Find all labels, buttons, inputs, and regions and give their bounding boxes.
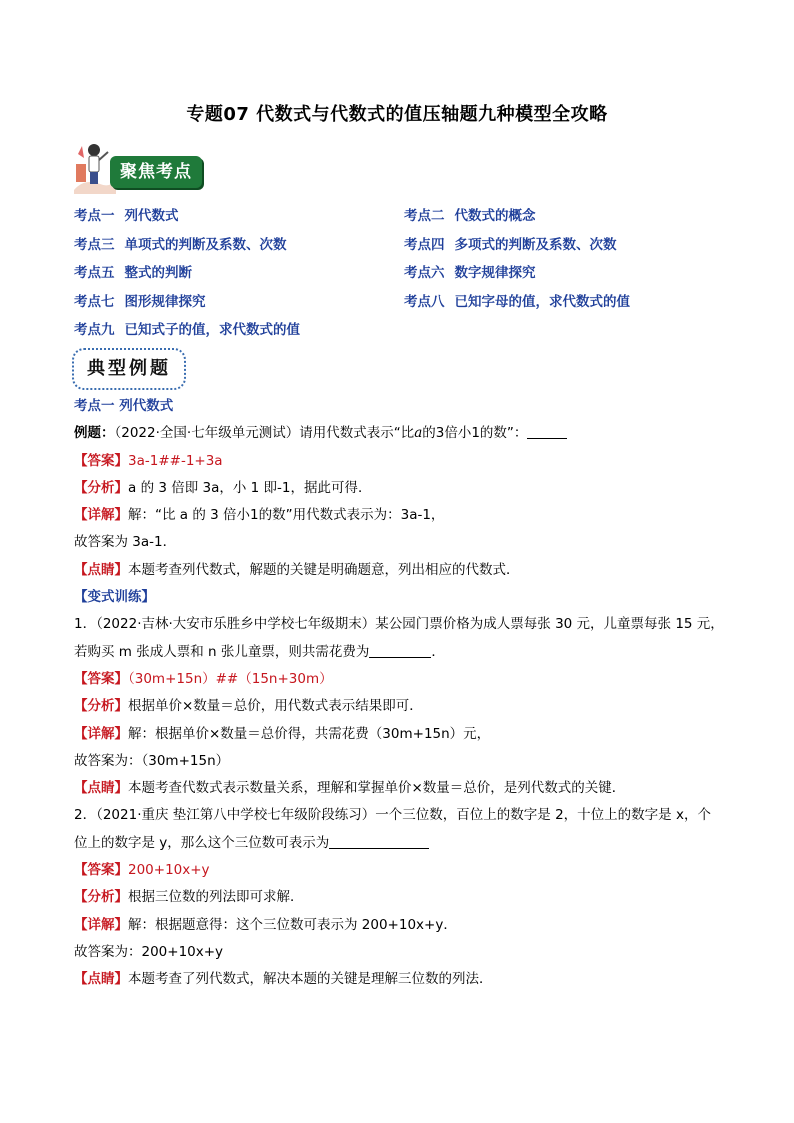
kp-item-8: 考点八 已知字母的值，求代数式的值 bbox=[404, 293, 630, 310]
q2-conclusion: 故答案为：200+10x+y bbox=[74, 943, 224, 960]
q2-comment: 【点睛】本题考查了列代数式，解决本题的关键是理解三位数的列法． bbox=[74, 971, 493, 988]
knowledge-point-list bbox=[74, 204, 714, 347]
q1-comment: 【点睛】本题考查代数式表示数量关系，理解和掌握单价×数量＝总价，是列代数式的关键． bbox=[74, 780, 626, 797]
kp-item-2: 考点二 代数式的概念 bbox=[404, 208, 536, 224]
answer-blank bbox=[527, 424, 567, 439]
kp-item-5: 考点五 整式的判断 bbox=[74, 265, 192, 282]
example-comment: 【点睛】本题考查列代数式，解题的关键是明确题意，列出相应的代数式． bbox=[74, 561, 520, 578]
answer-blank bbox=[329, 834, 429, 849]
kp-item-7: 考点七 图形规律探究 bbox=[74, 293, 206, 310]
kp-item-6: 考点六 数字规律探究 bbox=[404, 265, 536, 282]
kp-item-3: 考点三 单项式的判断及系数、次数 bbox=[74, 236, 287, 253]
example-analysis: 【分析】a 的 3 倍即 3a，小 1 即-1，据此可得． bbox=[74, 479, 372, 496]
kp-row bbox=[74, 290, 714, 319]
kp-item-4: 考点四 多项式的判断及系数、次数 bbox=[404, 236, 617, 253]
answer-blank bbox=[369, 643, 431, 658]
section-heading: 考点一 列代数式 bbox=[74, 398, 174, 414]
q1-analysis: 【分析】根据单价×数量＝总价，用代数式表示结果即可． bbox=[74, 698, 423, 715]
q1-detail: 【详解】解：根据单价×数量＝总价得，共需花费（30m+15n）元， bbox=[74, 725, 491, 742]
q2-stem-line2: 位上的数字是 y，那么这个三位数可表示为 bbox=[74, 833, 724, 860]
practice-heading: 【变式训练】 bbox=[74, 589, 155, 606]
kp-row bbox=[74, 204, 714, 233]
kp-item-1: 考点一 列代数式 bbox=[74, 208, 179, 224]
example-conclusion: 故答案为 3a-1． bbox=[74, 534, 177, 551]
typical-example-badge: 典型例题 bbox=[72, 348, 186, 390]
kp-row bbox=[74, 261, 714, 290]
q2-detail: 【详解】解：根据题意得：这个三位数可表示为 200+10x+y． bbox=[74, 916, 457, 933]
page-title: 专题07 代数式与代数式的值压轴题九种模型全攻略 bbox=[186, 104, 608, 125]
content-body bbox=[74, 396, 724, 997]
example-answer: 【答案】3a-1##-1+3a bbox=[74, 452, 223, 469]
kp-row bbox=[74, 233, 714, 262]
q2-stem-line1: 2．（2021·重庆 垫江第八中学校七年级阶段练习）一个三位数，百位上的数字是 2，十位上的数字是 x，个 bbox=[74, 807, 711, 824]
q2-answer: 【答案】200+10x+y bbox=[74, 862, 210, 879]
kp-item-9: 考点九 已知式子的值，求代数式的值 bbox=[74, 322, 300, 339]
q1-stem-line1: 1．（2022·吉林·大安市乐胜乡中学校七年级期末）某公园门票价格为成人票每张 30 元，儿童票每张 15 元， bbox=[74, 616, 724, 633]
focus-banner-label: 聚焦考点 bbox=[110, 156, 202, 188]
kp-row bbox=[74, 318, 714, 347]
example-stem: 例题：（2022·全国·七年级单元测试）请用代数式表示“比a的3倍小1的数”： bbox=[74, 423, 724, 450]
q1-conclusion: 故答案为：（30m+15n） bbox=[74, 752, 230, 769]
q1-answer: 【答案】（30m+15n）##（15n+30m） bbox=[74, 670, 333, 687]
focus-banner bbox=[70, 140, 210, 196]
q2-analysis: 【分析】根据三位数的列法即可求解． bbox=[74, 889, 304, 906]
q1-stem-line2: 若购买 m 张成人票和 n 张儿童票，则共需花费为 ． bbox=[74, 643, 445, 660]
example-detail: 【详解】解：“比 a 的 3 倍小1的数”用代数式表示为：3a-1， bbox=[74, 507, 445, 524]
